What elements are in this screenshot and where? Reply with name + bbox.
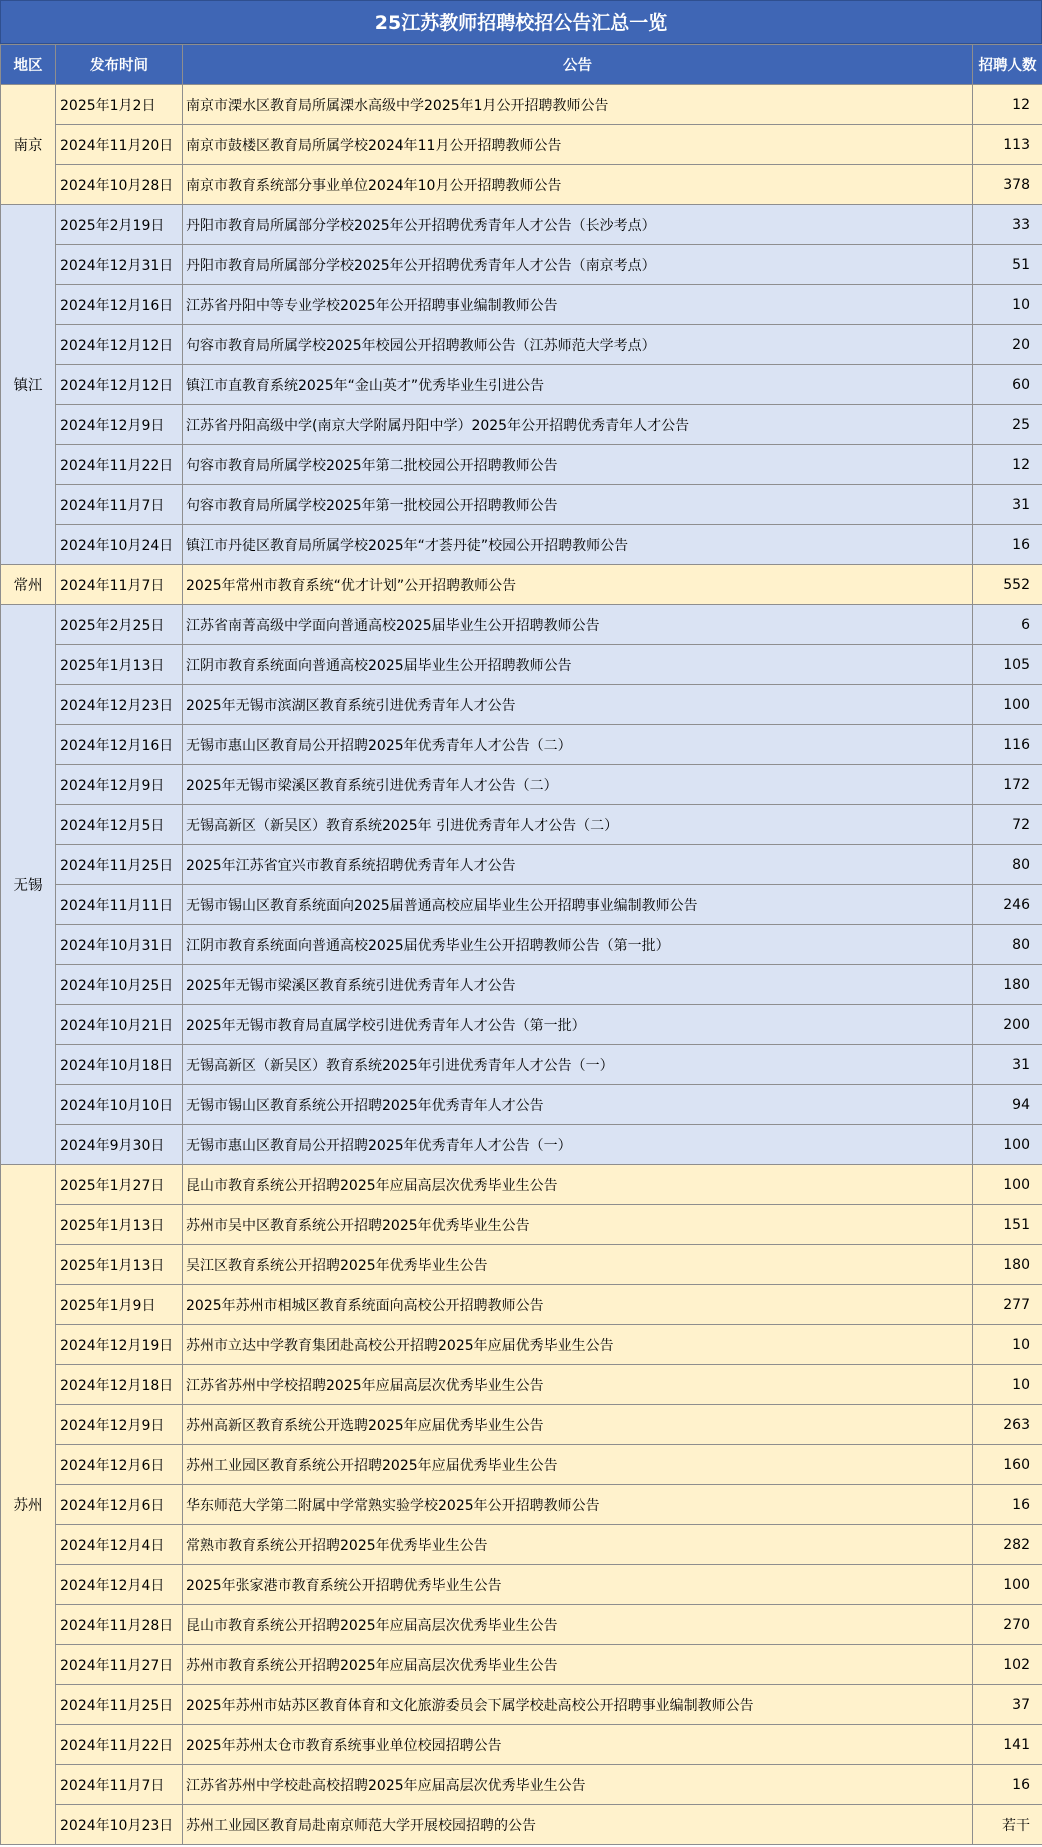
date-cell: 2024年12月4日	[56, 1565, 183, 1605]
announcement-link[interactable]: 2025年张家港市教育系统公开招聘优秀毕业生公告	[183, 1565, 973, 1605]
table-row	[1, 1765, 1042, 1805]
table-row	[1, 1805, 1042, 1845]
table-row	[1, 1045, 1042, 1085]
date-cell: 2024年12月18日	[56, 1365, 183, 1405]
date-cell: 2024年10月31日	[56, 925, 183, 965]
count-cell: 20	[973, 325, 1042, 365]
count-cell: 6	[973, 605, 1042, 645]
table-row	[1, 1605, 1042, 1645]
announcement-link[interactable]: 昆山市教育系统公开招聘2025年应届高层次优秀毕业生公告	[183, 1605, 973, 1645]
date-cell: 2024年10月24日	[56, 525, 183, 565]
date-cell: 2024年11月28日	[56, 1605, 183, 1645]
table-row	[1, 325, 1042, 365]
announcement-link[interactable]: 句容市教育局所属学校2025年第二批校园公开招聘教师公告	[183, 445, 973, 485]
date-cell: 2024年12月16日	[56, 725, 183, 765]
count-cell: 25	[973, 405, 1042, 445]
date-cell: 2025年1月2日	[56, 85, 183, 125]
header-region: 地区	[1, 45, 56, 85]
table-row	[1, 125, 1042, 165]
announcement-link[interactable]: 南京市溧水区教育局所属溧水高级中学2025年1月公开招聘教师公告	[183, 85, 973, 125]
announcement-link[interactable]: 2025年无锡市梁溪区教育系统引进优秀青年人才公告	[183, 965, 973, 1005]
table-row	[1, 1565, 1042, 1605]
date-cell: 2025年1月9日	[56, 1285, 183, 1325]
table-row	[1, 1205, 1042, 1245]
table-body	[1, 85, 1042, 1845]
announcement-link[interactable]: 苏州市吴中区教育系统公开招聘2025年优秀毕业生公告	[183, 1205, 973, 1245]
header-announcement: 公告	[183, 45, 973, 85]
table-row	[1, 1005, 1042, 1045]
date-cell: 2024年10月21日	[56, 1005, 183, 1045]
announcement-link[interactable]: 苏州市教育系统公开招聘2025年应届高层次优秀毕业生公告	[183, 1645, 973, 1685]
announcement-link[interactable]: 江苏省苏州中学校招聘2025年应届高层次优秀毕业生公告	[183, 1365, 973, 1405]
announcement-link[interactable]: 江苏省南菁高级中学面向普通高校2025届毕业生公开招聘教师公告	[183, 605, 973, 645]
count-cell: 16	[973, 525, 1042, 565]
count-cell: 16	[973, 1765, 1042, 1805]
count-cell: 552	[973, 565, 1042, 605]
count-cell: 72	[973, 805, 1042, 845]
announcement-link[interactable]: 江苏省丹阳中等专业学校2025年公开招聘事业编制教师公告	[183, 285, 973, 325]
count-cell: 102	[973, 1645, 1042, 1685]
count-cell: 113	[973, 125, 1042, 165]
table-row	[1, 365, 1042, 405]
date-cell: 2024年11月7日	[56, 565, 183, 605]
table-row	[1, 765, 1042, 805]
table-row	[1, 405, 1042, 445]
table-row	[1, 165, 1042, 205]
table-row	[1, 1525, 1042, 1565]
date-cell: 2024年12月23日	[56, 685, 183, 725]
date-cell: 2024年12月19日	[56, 1325, 183, 1365]
table-row	[1, 1285, 1042, 1325]
date-cell: 2024年10月18日	[56, 1045, 183, 1085]
count-cell: 100	[973, 685, 1042, 725]
announcement-link[interactable]: 南京市鼓楼区教育局所属学校2024年11月公开招聘教师公告	[183, 125, 973, 165]
announcement-link[interactable]: 2025年苏州市相城区教育系统面向高校公开招聘教师公告	[183, 1285, 973, 1325]
date-cell: 2024年10月10日	[56, 1085, 183, 1125]
count-cell: 若干	[973, 1805, 1042, 1845]
date-cell: 2025年1月13日	[56, 1205, 183, 1245]
count-cell: 277	[973, 1285, 1042, 1325]
announcement-link[interactable]: 苏州工业园区教育系统公开招聘2025年应届优秀毕业生公告	[183, 1445, 973, 1485]
date-cell: 2024年12月5日	[56, 805, 183, 845]
count-cell: 10	[973, 1325, 1042, 1365]
table-row	[1, 965, 1042, 1005]
table-row	[1, 1645, 1042, 1685]
announcement-link[interactable]: 江阴市教育系统面向普通高校2025届优秀毕业生公开招聘教师公告（第一批）	[183, 925, 973, 965]
announcement-link[interactable]: 华东师范大学第二附属中学常熟实验学校2025年公开招聘教师公告	[183, 1485, 973, 1525]
table-row	[1, 1165, 1042, 1205]
table-row	[1, 85, 1042, 125]
announcement-link[interactable]: 江苏省苏州中学校赴高校招聘2025年应届高层次优秀毕业生公告	[183, 1765, 973, 1805]
count-cell: 100	[973, 1165, 1042, 1205]
count-cell: 141	[973, 1725, 1042, 1765]
count-cell: 180	[973, 1245, 1042, 1285]
announcement-link[interactable]: 江苏省丹阳高级中学(南京大学附属丹阳中学）2025年公开招聘优秀青年人才公告	[183, 405, 973, 445]
count-cell: 33	[973, 205, 1042, 245]
announcement-link[interactable]: 无锡高新区（新吴区）教育系统2025年引进优秀青年人才公告（一）	[183, 1045, 973, 1085]
date-cell: 2024年10月25日	[56, 965, 183, 1005]
count-cell: 246	[973, 885, 1042, 925]
table-row	[1, 445, 1042, 485]
region-cell: 常州	[1, 565, 56, 605]
announcement-link[interactable]: 丹阳市教育局所属部分学校2025年公开招聘优秀青年人才公告（长沙考点）	[183, 205, 973, 245]
count-cell: 16	[973, 1485, 1042, 1525]
table-row	[1, 1125, 1042, 1165]
announcement-link[interactable]: 苏州工业园区教育局赴南京师范大学开展校园招聘的公告	[183, 1805, 973, 1845]
date-cell: 2024年10月28日	[56, 165, 183, 205]
announcement-link[interactable]: 2025年无锡市梁溪区教育系统引进优秀青年人才公告（二）	[183, 765, 973, 805]
table-row	[1, 285, 1042, 325]
date-cell: 2024年11月25日	[56, 845, 183, 885]
count-cell: 270	[973, 1605, 1042, 1645]
date-cell: 2024年11月22日	[56, 1725, 183, 1765]
date-cell: 2025年1月27日	[56, 1165, 183, 1205]
table-row	[1, 525, 1042, 565]
table-row	[1, 245, 1042, 285]
count-cell: 200	[973, 1005, 1042, 1045]
count-cell: 282	[973, 1525, 1042, 1565]
date-cell: 2024年12月6日	[56, 1485, 183, 1525]
date-cell: 2024年12月16日	[56, 285, 183, 325]
date-cell: 2024年12月31日	[56, 245, 183, 285]
count-cell: 31	[973, 485, 1042, 525]
region-cell: 镇江	[1, 205, 56, 565]
date-cell: 2024年11月7日	[56, 485, 183, 525]
date-cell: 2024年11月25日	[56, 1685, 183, 1725]
date-cell: 2024年10月23日	[56, 1805, 183, 1845]
header-count: 招聘人数	[973, 45, 1042, 85]
announcement-link[interactable]: 无锡市锡山区教育系统公开招聘2025年优秀青年人才公告	[183, 1085, 973, 1125]
count-cell: 100	[973, 1565, 1042, 1605]
region-cell: 苏州	[1, 1165, 56, 1845]
table-row	[1, 1245, 1042, 1285]
table-row	[1, 1485, 1042, 1525]
date-cell: 2024年12月6日	[56, 1445, 183, 1485]
region-cell: 无锡	[1, 605, 56, 1165]
announcement-link[interactable]: 无锡市惠山区教育局公开招聘2025年优秀青年人才公告（一）	[183, 1125, 973, 1165]
count-cell: 105	[973, 645, 1042, 685]
count-cell: 37	[973, 1685, 1042, 1725]
table-row	[1, 925, 1042, 965]
announcement-link[interactable]: 无锡市锡山区教育系统面向2025届普通高校应届毕业生公开招聘事业编制教师公告	[183, 885, 973, 925]
table-row	[1, 645, 1042, 685]
announcement-link[interactable]: 苏州高新区教育系统公开选聘2025年应届优秀毕业生公告	[183, 1405, 973, 1445]
count-cell: 12	[973, 85, 1042, 125]
announcement-link[interactable]: 镇江市丹徒区教育局所属学校2025年“才荟丹徒”校园公开招聘教师公告	[183, 525, 973, 565]
table-row	[1, 1725, 1042, 1765]
count-cell: 80	[973, 845, 1042, 885]
date-cell: 2024年11月27日	[56, 1645, 183, 1685]
announcement-link[interactable]: 镇江市直教育系统2025年“金山英才”优秀毕业生引进公告	[183, 365, 973, 405]
table-row	[1, 1445, 1042, 1485]
table-row	[1, 1085, 1042, 1125]
table-row	[1, 685, 1042, 725]
date-cell: 2025年2月25日	[56, 605, 183, 645]
announcement-link[interactable]: 句容市教育局所属学校2025年校园公开招聘教师公告（江苏师范大学考点）	[183, 325, 973, 365]
date-cell: 2025年1月13日	[56, 645, 183, 685]
sheet-title: 25江苏教师招聘校招公告汇总一览	[0, 0, 1042, 44]
count-cell: 10	[973, 1365, 1042, 1405]
date-cell: 2024年12月4日	[56, 1525, 183, 1565]
announcement-link[interactable]: 丹阳市教育局所属部分学校2025年公开招聘优秀青年人才公告（南京考点）	[183, 245, 973, 285]
announcement-link[interactable]: 2025年无锡市教育局直属学校引进优秀青年人才公告（第一批）	[183, 1005, 973, 1045]
announcement-link[interactable]: 2025年江苏省宜兴市教育系统招聘优秀青年人才公告	[183, 845, 973, 885]
header-date: 发布时间	[56, 45, 183, 85]
date-cell: 2025年1月13日	[56, 1245, 183, 1285]
date-cell: 2024年12月9日	[56, 765, 183, 805]
count-cell: 51	[973, 245, 1042, 285]
date-cell: 2024年9月30日	[56, 1125, 183, 1165]
count-cell: 10	[973, 285, 1042, 325]
count-cell: 160	[973, 1445, 1042, 1485]
header-row	[1, 45, 1042, 85]
announcement-link[interactable]: 南京市教育系统部分事业单位2024年10月公开招聘教师公告	[183, 165, 973, 205]
table-row	[1, 725, 1042, 765]
count-cell: 80	[973, 925, 1042, 965]
announcement-link[interactable]: 2025年苏州太仓市教育系统事业单位校园招聘公告	[183, 1725, 973, 1765]
announcement-link[interactable]: 无锡市惠山区教育局公开招聘2025年优秀青年人才公告（二）	[183, 725, 973, 765]
count-cell: 94	[973, 1085, 1042, 1125]
announcement-link[interactable]: 2025年无锡市滨湖区教育系统引进优秀青年人才公告	[183, 685, 973, 725]
table-row	[1, 845, 1042, 885]
announcement-link[interactable]: 2025年常州市教育系统“优才计划”公开招聘教师公告	[183, 565, 973, 605]
count-cell: 31	[973, 1045, 1042, 1085]
region-cell: 南京	[1, 85, 56, 205]
table-row	[1, 805, 1042, 845]
announcement-link[interactable]: 江阴市教育系统面向普通高校2025届毕业生公开招聘教师公告	[183, 645, 973, 685]
count-cell: 263	[973, 1405, 1042, 1445]
table-row	[1, 565, 1042, 605]
announcement-link[interactable]: 昆山市教育系统公开招聘2025年应届高层次优秀毕业生公告	[183, 1165, 973, 1205]
count-cell: 60	[973, 365, 1042, 405]
announcement-link[interactable]: 句容市教育局所属学校2025年第一批校园公开招聘教师公告	[183, 485, 973, 525]
table-row	[1, 1685, 1042, 1725]
table-row	[1, 205, 1042, 245]
count-cell: 100	[973, 1125, 1042, 1165]
announcement-table	[0, 44, 1042, 1845]
announcement-link[interactable]: 2025年苏州市姑苏区教育体育和文化旅游委员会下属学校赴高校公开招聘事业编制教师公告	[183, 1685, 973, 1725]
date-cell: 2024年12月12日	[56, 365, 183, 405]
count-cell: 151	[973, 1205, 1042, 1245]
count-cell: 12	[973, 445, 1042, 485]
count-cell: 180	[973, 965, 1042, 1005]
table-row	[1, 485, 1042, 525]
table-row	[1, 1325, 1042, 1365]
announcement-link[interactable]: 常熟市教育系统公开招聘2025年优秀毕业生公告	[183, 1525, 973, 1565]
date-cell: 2024年12月9日	[56, 405, 183, 445]
announcement-link[interactable]: 无锡高新区（新吴区）教育系统2025年 引进优秀青年人才公告（二）	[183, 805, 973, 845]
date-cell: 2025年2月19日	[56, 205, 183, 245]
announcement-link[interactable]: 苏州市立达中学教育集团赴高校公开招聘2025年应届优秀毕业生公告	[183, 1325, 973, 1365]
date-cell: 2024年11月7日	[56, 1765, 183, 1805]
count-cell: 172	[973, 765, 1042, 805]
date-cell: 2024年12月9日	[56, 1405, 183, 1445]
date-cell: 2024年12月12日	[56, 325, 183, 365]
table-row	[1, 1405, 1042, 1445]
table-row	[1, 885, 1042, 925]
date-cell: 2024年11月22日	[56, 445, 183, 485]
table-row	[1, 605, 1042, 645]
count-cell: 378	[973, 165, 1042, 205]
date-cell: 2024年11月11日	[56, 885, 183, 925]
date-cell: 2024年11月20日	[56, 125, 183, 165]
count-cell: 116	[973, 725, 1042, 765]
announcement-link[interactable]: 吴江区教育系统公开招聘2025年优秀毕业生公告	[183, 1245, 973, 1285]
table-row	[1, 1365, 1042, 1405]
